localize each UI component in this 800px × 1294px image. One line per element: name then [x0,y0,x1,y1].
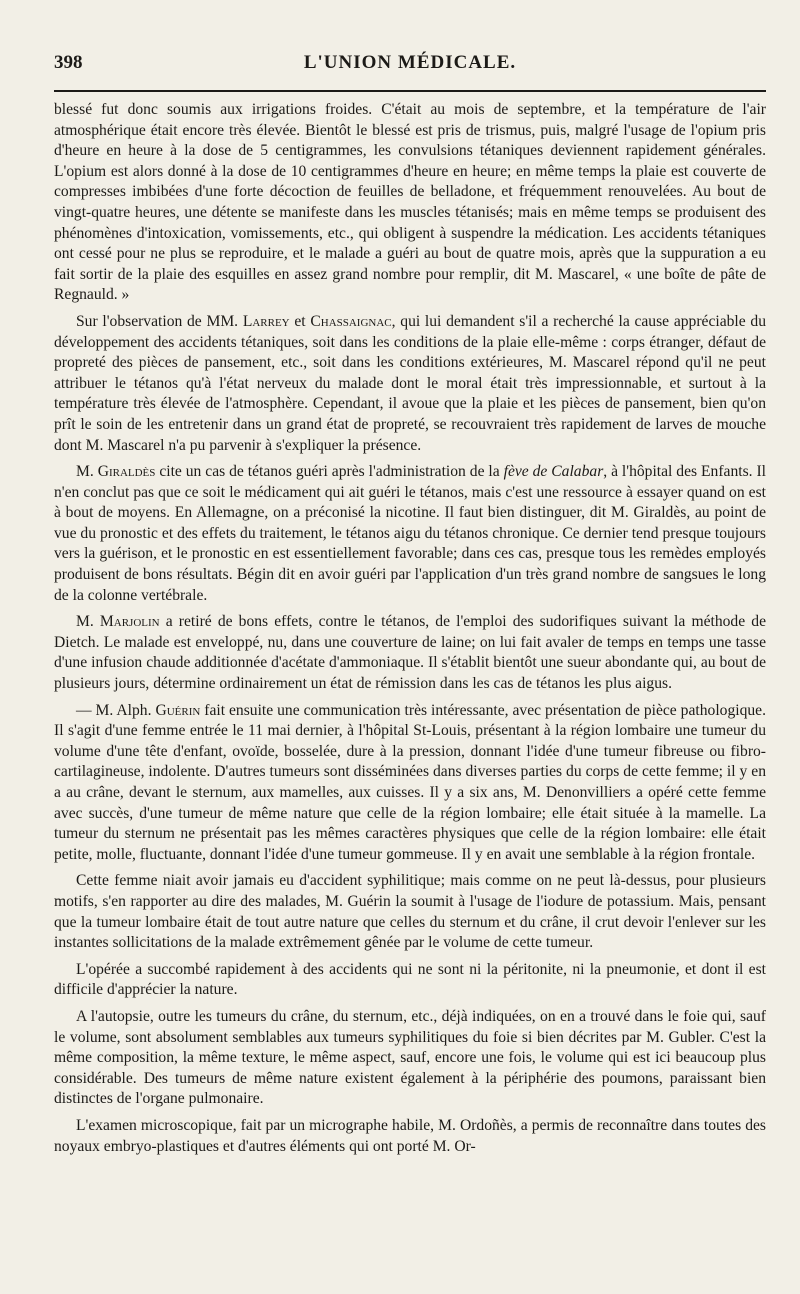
paragraph-text: M. [76,463,98,481]
paragraph-continuation [54,100,766,306]
paragraph-text: et [289,312,311,330]
paragraph-giraldes [54,462,766,606]
paragraph-text: a retiré de bons effets, contre le tétanos, de l'emploi des sudorifiques suivant la méthode de Dietch. Le malade est enveloppé, nu, dans une couverture de laine; on lui fait avaler de temps en temps une tasse d'une infusion chaude additionnée d'acétate d'ammoniaque. Il s'établit bientôt une sueur abondante qui, au bout de plusieurs jours, détermine ordinairement un état de rémission dans les cas de tétanos les plus aigus. [54,613,766,693]
paragraph-text: , qui lui demandent s'il a recherché la cause appréciable du développement des accidents tétaniques, soit dans les conditions de la plaie elle-même : corps étranger, défaut de propreté des pièces de pansement, etc., soit dans les conditions extérieures, M. Mascarel répond qu'il ne peut attribuer le tétanos qu'à l'état nerveux du malade dont le moral était très impressionnable, et surtout à la température très élevée de l'atmosphère. Cependant, il avoue que la plaie et les pièces de pansement, bien qu'on prît le soin de les entretenir dans un grand état de propreté, se recouvraient très rapidement de larves de mouche dont M. Mascarel n'a pu parvenir à s'expliquer la présence. [54,312,766,454]
paragraph-text: M. [76,613,100,631]
paragraph-text: cite un cas de tétanos guéri après l'administration de la [155,463,504,481]
italic-term: fève de Calabar [503,463,604,481]
author-name: Chassaignac [310,312,392,330]
paragraph-examen [54,1116,766,1157]
paragraph-larrey-chassaignac [54,312,766,456]
paragraph-text: A l'autopsie, outre les tumeurs du crâne, du sternum, etc., déjà indiquées, on en a trouvé dans le foie qui, sauf le volume, sont absolument semblables aux tumeurs syphilitiques du foie si bien décrites par M. Gubler. C'est la même composition, la même texture, le même aspect, sauf, encore une fois, le volume qui est ici beaucoup plus considérable. Des tumeurs de même nature existent également à la périphérie des poumons, paraissant bien distinctes de l'organe pulmonaire. [54,1007,766,1108]
journal-title: L'UNION MÉDICALE. [303,52,517,73]
header-rule [54,90,766,92]
page-number: 398 [54,52,83,73]
author-name: Guérin [155,701,201,719]
author-name: Larrey [242,312,290,330]
paragraph-text: L'opérée a succombé rapidement à des accidents qui ne sont ni la péritonite, ni la pneumonie, et dont il est difficile d'apprécier la nature. [54,960,766,999]
paragraph-text: Cette femme niait avoir jamais eu d'accident syphilitique; mais comme on ne peut là-dessus, pour plusieurs motifs, s'en rapporter au dire des malades, M. Guérin la soumit à l'usage de l'iodure de potassium. Mais, pensant que la tumeur lombaire était de tout autre nature que celles du sternum et du crâne, il crut devoir l'enlever sur les instantes sollicitations de la malade extrêmement gênée par le volume de cette tumeur. [54,872,766,952]
paragraph-autopsie [54,1007,766,1110]
paragraph-marjolin [54,612,766,694]
paragraph-text: fait ensuite une communication très intéressante, avec présentation de pièce pathologique. Il s'agit d'une femme entrée le 11 mai dernier, à l'hôpital St-Louis, présentant à la région lombaire une tumeur du volume d'une tête d'enfant, ovoïde, bosselée, dure à la pression, donnant l'idée d'une tumeur fibreuse ou fibro-cartilagineuse, indolente. D'autres tumeurs sont disséminées dans diverses parties du corps de cette femme; il y en a au crâne, devant le sternum, aux mamelles, aux cuisses. Il y a six ans, M. Denonvilliers a opéré cette femme avec succès, d'une tumeur de même nature que celle de la région lombaire; elle était située à la mamelle. La tumeur du sternum ne présentait pas les mêmes caractères physiques que celle de la région lombaire: elle était petite, molle, fluctuante, donnant l'idée d'une tumeur gommeuse. Il y en avait une semblable à la région frontale. [54,701,766,863]
paragraph-text: L'examen microscopique, fait par un micrographe habile, M. Ordoñès, a permis de reconnaître dans toutes des noyaux embryo-plastiques et d'autres éléments qui ont porté M. Or- [54,1116,766,1155]
paragraph-guerin [54,701,766,866]
paragraph-syphilis [54,871,766,953]
paragraph-text: — M. Alph. [76,701,156,719]
running-header [54,52,766,84]
author-name: Giraldès [97,463,156,481]
author-name: Marjolin [99,613,160,631]
article-body [54,100,766,1157]
paragraph-text: , à l'hôpital des Enfants. Il n'en conclut pas que ce soit le médicament qui ait guéri le tétanos, mais c'est une ressource à essayer quand on est à bout de moyens. En Allemagne, on a préconisé la nicotine. Il faut bien distinguer, dit M. Giraldès, au point de vue du pronostic et des effets du traitement, le tétanos aigu du tétanos chronique. Ce dernier tend presque toujours vers la guérison, et le pronostic en est essentiellement favorable; dans ces cas, presque tous les remèdes employés produisent de bons résultats. Bégin dit en avoir guéri par l'application d'un très grand nombre de sangsues le long de la colonne vertébrale. [54,463,766,604]
paragraph-text: Sur l'observation de MM. [76,312,243,330]
paragraph-text: blessé fut donc soumis aux irrigations froides. C'était au mois de septembre, et la température de l'air atmosphérique était encore très élevée. Bientôt le blessé est pris de trismus, puis, malgré l'usage de l'opium pris d'heure en heure à la dose de 5 centigrammes, les convulsions tétaniques deviennent rapidement générales. L'opium est alors donné à la dose de 10 centigrammes d'heure en heure; en même temps la plaie est couverte de compresses imbibées d'une forte décoction de feuilles de belladone, et fréquemment renouvelées. Au bout de vingt-quatre heures, une détente se manifeste dans les muscles tétanisés; mais en même temps se produisent des phénomènes d'intoxication, vomissements, etc., qui obligent à suspendre la médication. Les accidents tétaniques ont cessé pour ne plus se reproduire, et le malade a guéri au bout de quatre mois, après que la suppuration a eu fait sortir de la plaie des esquilles en assez grand nombre pour remplir, dit M. Mascarel, « une boîte de pâte de Regnauld. » [54,101,766,304]
paragraph-operee [54,960,766,1001]
